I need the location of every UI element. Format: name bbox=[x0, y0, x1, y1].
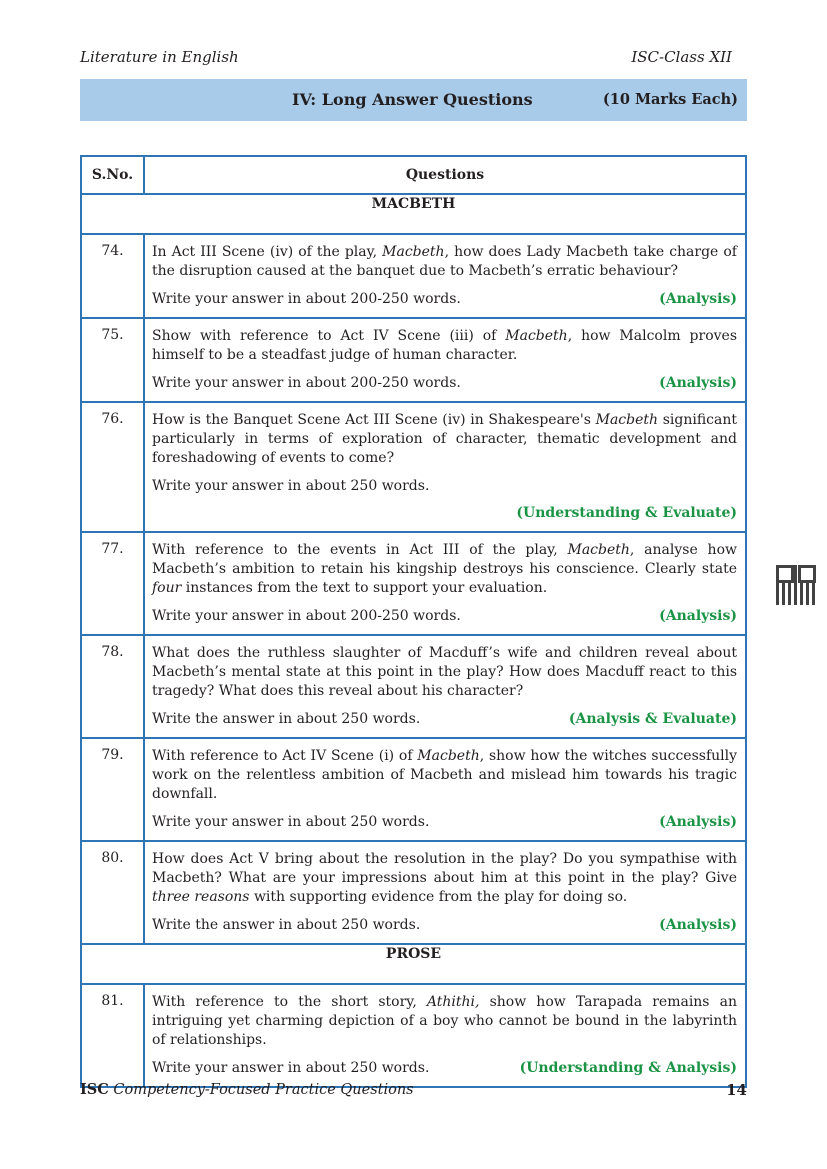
question-number: 75. bbox=[81, 318, 144, 402]
skill-tag: (Analysis) bbox=[659, 608, 737, 624]
skill-tag: (Analysis & Evaluate) bbox=[568, 711, 737, 727]
word-limit: Write the answer in about 250 words. bbox=[152, 917, 421, 933]
question-number: 77. bbox=[81, 532, 144, 635]
section-banner bbox=[80, 79, 747, 121]
running-header-class: ISC-Class XII bbox=[631, 48, 732, 66]
question-cell bbox=[144, 635, 746, 738]
word-limit: Write your answer in about 250 words. bbox=[152, 814, 430, 830]
question-number: 74. bbox=[81, 234, 144, 318]
question-text: What does the ruthless slaughter of Macduff’s wife and children reveal about Macbeth’s mental state at this point in the play? How does Macduff react to this tragedy? What does this reveal about his character? bbox=[152, 645, 737, 699]
table-row bbox=[81, 532, 746, 635]
question-text: With reference to the short story, Athithi, show how Tarapada remains an intriguing yet charming depiction of a boy who cannot be bound in the labyrinth of relationships. bbox=[152, 994, 737, 1048]
section-prose: PROSE bbox=[81, 944, 746, 984]
banner-title: IV: Long Answer Questions bbox=[292, 90, 533, 109]
question-cell bbox=[144, 318, 746, 402]
question-text: With reference to the events in Act III of the play, Macbeth, analyse how Macbeth’s ambition to retain his kingship destroys his conscience. Clearly state four instances from the text to support your evaluation. bbox=[152, 542, 737, 596]
question-text: In Act III Scene (iv) of the play, Macbeth, how does Lady Macbeth take charge of the disruption caused at the banquet due to Macbeth’s erratic behaviour? bbox=[152, 244, 737, 279]
question-number: 80. bbox=[81, 841, 144, 944]
question-text: Show with reference to Act IV Scene (iii) of Macbeth, how Malcolm proves himself to be a steadfast judge of human character. bbox=[152, 328, 738, 363]
qr-code-icon bbox=[776, 565, 816, 605]
question-number: 81. bbox=[81, 984, 144, 1087]
word-limit: Write your answer in about 200-250 words. bbox=[152, 375, 461, 391]
table-row bbox=[81, 841, 746, 944]
word-limit: Write the answer in about 250 words. bbox=[152, 711, 421, 727]
word-limit: Write your answer in about 250 words. bbox=[152, 1060, 430, 1076]
col-header-sno: S.No. bbox=[81, 156, 144, 194]
question-cell bbox=[144, 402, 746, 532]
table-header-row bbox=[81, 156, 746, 194]
question-number: 76. bbox=[81, 402, 144, 532]
col-header-questions: Questions bbox=[144, 156, 746, 194]
section-row bbox=[81, 194, 746, 234]
skill-tag: (Understanding & Evaluate) bbox=[516, 505, 737, 521]
question-number: 78. bbox=[81, 635, 144, 738]
skill-tag: (Analysis) bbox=[659, 814, 737, 830]
word-limit: Write your answer in about 250 words. bbox=[152, 478, 430, 494]
skill-tag: (Analysis) bbox=[659, 375, 737, 391]
word-limit: Write your answer in about 200-250 words. bbox=[152, 291, 461, 307]
section-row bbox=[81, 944, 746, 984]
table-row bbox=[81, 984, 746, 1087]
running-header-subject: Literature in English bbox=[80, 48, 239, 66]
page-number: 14 bbox=[726, 1081, 747, 1099]
question-cell bbox=[144, 738, 746, 841]
skill-tag: (Analysis) bbox=[659, 291, 737, 307]
table-row bbox=[81, 635, 746, 738]
skill-tag: (Understanding & Analysis) bbox=[519, 1060, 737, 1076]
question-cell bbox=[144, 841, 746, 944]
question-cell bbox=[144, 234, 746, 318]
word-limit: Write your answer in about 200-250 words. bbox=[152, 608, 461, 624]
question-text: With reference to Act IV Scene (i) of Macbeth, show how the witches successfully work on the relentless ambition of Macbeth and mislead him towards his tragic downfall. bbox=[152, 748, 738, 802]
questions-table bbox=[80, 155, 747, 1088]
section-macbeth: MACBETH bbox=[81, 194, 746, 234]
question-text: How is the Banquet Scene Act III Scene (iv) in Shakespeare's Macbeth significant particularly in terms of exploration of character, thematic development and foreshadowing of events to come? bbox=[152, 412, 737, 466]
table-row bbox=[81, 402, 746, 532]
footer-title: ISC Competency-Focused Practice Questions bbox=[80, 1081, 414, 1098]
skill-tag: (Analysis) bbox=[659, 917, 737, 933]
table-row bbox=[81, 318, 746, 402]
question-text: How does Act V bring about the resolution in the play? Do you sympathise with Macbeth? What are your impressions about him at this point in the play? Give three reasons with supporting evidence from the play for doing so. bbox=[152, 851, 737, 905]
question-cell bbox=[144, 532, 746, 635]
question-number: 79. bbox=[81, 738, 144, 841]
banner-marks: (10 Marks Each) bbox=[602, 91, 738, 108]
question-cell bbox=[144, 984, 746, 1087]
table-row bbox=[81, 234, 746, 318]
table-row bbox=[81, 738, 746, 841]
